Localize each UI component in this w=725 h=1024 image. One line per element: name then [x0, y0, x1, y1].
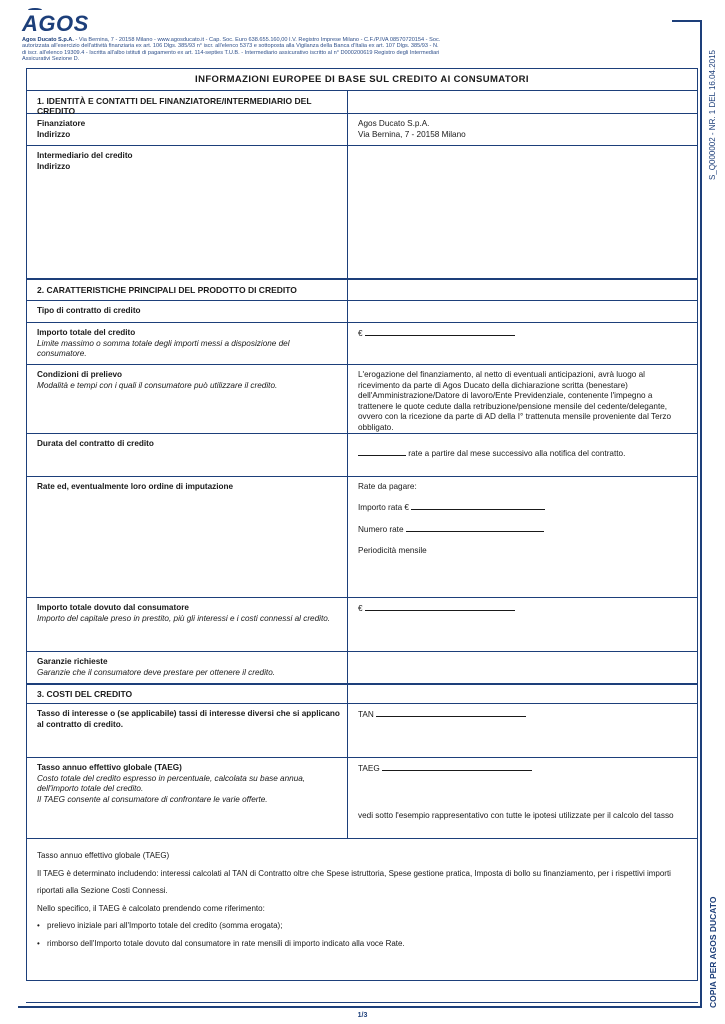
form-title: INFORMAZIONI EUROPEE DI BASE SUL CREDITO AI CONSUMATORI: [27, 69, 697, 91]
taeg-label: Tasso annuo effettivo globale (TAEG): [37, 763, 182, 772]
row-tasso-interesse: [27, 703, 697, 757]
row-tipo-contratto: [27, 300, 697, 322]
rate-pagare: Rate da pagare:: [358, 482, 417, 491]
tasso-label: Tasso di interesse o (se applicabile) tassi di interesse diversi che si applicano al contratto di credito.: [27, 704, 348, 757]
notes-line-1: Tasso annuo effettivo globale (TAEG): [37, 851, 170, 860]
finanziatore-value: Agos Ducato S.p.A.: [358, 119, 430, 128]
dovuto-field[interactable]: [365, 603, 515, 611]
tan-label: TAN: [358, 710, 374, 719]
intermediario-indirizzo-label: Indirizzo: [37, 161, 71, 171]
notes-line-2: Il TAEG è determinato includendo: interessi calcolati al TAN di Contratto oltre che Spese istruttoria, Spese gestione pratica, Imposta di bollo su finanziamento, per i rispettivi importi riportati alla Sezione Costi Connessi.: [37, 868, 671, 895]
company-name: Agos Ducato S.p.A.: [22, 37, 74, 43]
importo-rata-field[interactable]: [411, 502, 545, 510]
indirizzo-label: Indirizzo: [37, 129, 71, 139]
importo-desc: Limite massimo o somma totale degli importi messi a disposizione del consumatore.: [37, 338, 290, 358]
footer-rule: [26, 1002, 698, 1003]
taeg-desc-2: Il TAEG consente al consumatore di confrontare le varie offerte.: [37, 794, 268, 804]
section-1-header: 1. IDENTITÀ E CONTATTI DEL FINANZIATORE/INTERMEDIARIO DEL CREDITO: [27, 91, 697, 113]
garanzie-field[interactable]: [348, 652, 697, 683]
indirizzo-value: Via Bernina, 7 - 20158 Milano: [358, 129, 466, 139]
notes-line-3: Nello specifico, il TAEG è calcolato prendendo come riferimento:: [37, 903, 265, 913]
row-intermediario: [27, 145, 697, 278]
row-condizioni-prelievo: [27, 364, 697, 433]
row-finanziatore: [27, 113, 697, 145]
numero-rate-field[interactable]: [406, 524, 544, 532]
durata-value: rate a partire dal mese successivo alla notifica del contratto.: [406, 449, 626, 458]
rate-label: Rate ed, eventualmente loro ordine di imputazione: [27, 477, 348, 597]
euro-symbol: €: [358, 604, 363, 613]
intermediario-label: Intermediario del credito: [37, 151, 133, 160]
garanzie-desc: Garanzie che il consumatore deve prestare per ottenere il credito.: [37, 667, 276, 677]
finanziatore-label: Finanziatore: [37, 119, 86, 128]
condizioni-value: L'erogazione del finanziamento, al netto di eventuali anticipazioni, avrà luogo al ricevimento da parte di Agos Ducato della dichiarazione scritta (benestare) dell'Amministrazione/Datore di lavoro/Ente Previdenziale, contenente l'impegno a trattenere le quote cedute dalla retribuzione/pensione mensile del cedente/delegante, ovvero con la ricezione da parte di AD della I° trattenuta mensile proveniente dal Terzo obbligato.: [358, 370, 672, 432]
condizioni-desc: Modalità e tempi con i quali il consumatore può utilizzare il credito.: [37, 380, 278, 390]
garanzie-label: Garanzie richieste: [37, 657, 108, 666]
row-taeg: [27, 757, 697, 838]
dovuto-desc: Importo del capitale preso in prestito, più gli interessi e i costi connessi al credito.: [37, 613, 331, 623]
importo-label: Importo totale del credito: [37, 328, 136, 337]
section-3-header: 3. COSTI DEL CREDITO: [27, 683, 697, 703]
credit-info-form: [26, 68, 698, 981]
section-2-header: 2. CARATTERISTICHE PRINCIPALI DEL PRODOTTO DI CREDITO: [27, 278, 697, 300]
notes-bullet-1: • prelievo iniziale pari all'Importo totale del credito (somma erogata);: [37, 917, 687, 935]
taeg-field[interactable]: [382, 763, 532, 771]
euro-symbol: €: [358, 329, 363, 338]
taeg-desc-1: Costo totale del credito espresso in percentuale, calcolata su base annua, dell'importo totale del credito.: [37, 773, 306, 793]
durata-field[interactable]: [358, 448, 406, 456]
document-code: S_Q000002 - NR. 1 DEL 16.04.2015: [708, 49, 717, 180]
taeg-input-label: TAEG: [358, 764, 380, 773]
company-info: [22, 37, 442, 63]
numero-rate-label: Numero rate: [358, 525, 404, 534]
company-details: - Via Bernina, 7 - 20158 Milano - www.agosducato.it - Cap. Soc. Euro 638.655.160,00 I.V. Registro Imprese Milano - C.F./P.IVA 08570720154 - Soc. autorizzata all'esercizio dell'attività finanziaria ex art. 106 Dlgs. 385/93 n° iscr. all'elenco 5373 e sottoposta alla Vigilanza della Banca d'Italia ex art. 107 Dlgs. 385/93 - N. di iscr. all'elenco 19309.4 - Iscritta all'albo istituti di pagamento ex art. 114-septies T.U.B. - Intermediario assicurativo iscritto al n° D000200619 Registro degli Intermediari Assicurativi Sezione D.: [22, 37, 441, 63]
tan-field[interactable]: [376, 709, 526, 717]
copy-label: COPIA PER AGOS DUCATO: [708, 896, 718, 1008]
dovuto-label: Importo totale dovuto dal consumatore: [37, 603, 189, 612]
importo-field[interactable]: [365, 328, 515, 336]
page-number: 1/3: [357, 1012, 368, 1019]
row-garanzie: [27, 651, 697, 683]
periodicita: Periodicità mensile: [358, 546, 427, 555]
taeg-notes: [27, 838, 697, 980]
row-importo-totale: [27, 322, 697, 364]
taeg-note: vedi sotto l'esempio rappresentativo con tutte le ipotesi utilizzate per il calcolo del tasso: [358, 811, 674, 820]
tipo-contratto-label: Tipo di contratto di credito: [27, 301, 348, 322]
row-rate: [27, 476, 697, 597]
durata-label: Durata del contratto di credito: [27, 434, 348, 476]
tipo-contratto-field[interactable]: [348, 301, 697, 322]
intermediario-value-field[interactable]: [348, 146, 697, 278]
agos-logo: AGOS: [22, 11, 89, 37]
row-durata: [27, 433, 697, 476]
row-importo-dovuto: [27, 597, 697, 651]
importo-rata-label: Importo rata €: [358, 503, 409, 512]
notes-bullet-2: • rimborso dell'Importo totale dovuto dal consumatore in rate mensili di importo indicato alla voce Rate.: [37, 935, 687, 953]
condizioni-label: Condizioni di prelievo: [37, 370, 123, 379]
